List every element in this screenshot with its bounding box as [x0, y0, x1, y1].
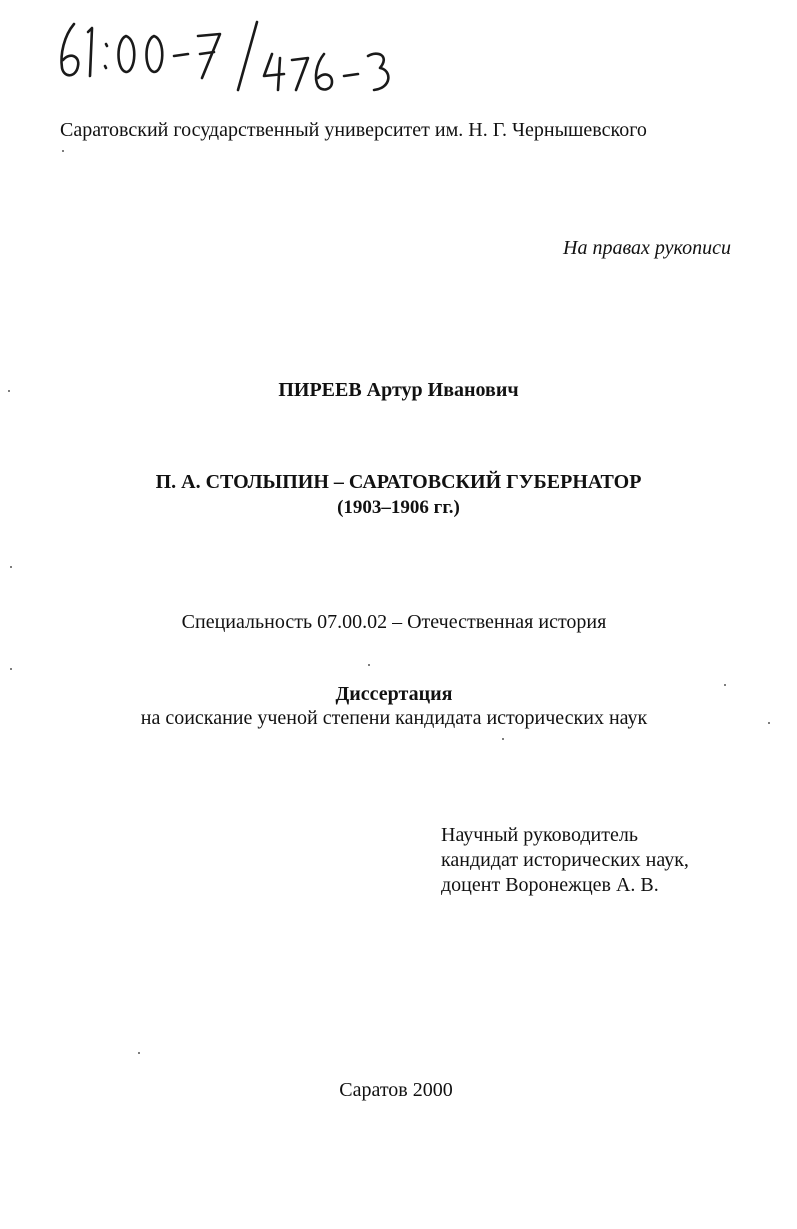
supervisor-line-2: кандидат исторических наук, — [441, 849, 689, 871]
supervisor-block — [441, 823, 689, 898]
university-name: Саратовский государственный университет им. Н. Г. Чернышевского — [60, 119, 647, 141]
specialty: Специальность 07.00.02 – Отечественная история — [181, 611, 607, 633]
handwritten-archive-code — [52, 14, 412, 94]
dissertation-heading: Диссертация — [335, 683, 453, 705]
supervisor-line-3: доцент Воронежцев А. В. — [441, 874, 659, 896]
city-year: Саратов 2000 — [339, 1079, 453, 1101]
scan-speck — [138, 1052, 140, 1054]
scan-speck — [8, 390, 10, 392]
scan-speck — [62, 150, 64, 152]
scan-speck — [10, 668, 12, 670]
scan-speck — [368, 664, 370, 666]
dissertation-title-years: (1903–1906 гг.) — [337, 497, 460, 518]
author-name: ПИРЕЕВ Артур Иванович — [278, 379, 519, 401]
dissertation-title: П. А. СТОЛЫПИН – САРАТОВСКИЙ ГУБЕРНАТОР — [155, 471, 642, 493]
rights-note: На правах рукописи — [563, 237, 731, 259]
scan-speck — [10, 566, 12, 568]
handwritten-archive-code-image — [52, 14, 412, 94]
scan-speck — [768, 722, 770, 724]
dissertation-subtitle: на соискание ученой степени кандидата исторических наук — [140, 707, 648, 729]
scan-speck — [502, 738, 504, 740]
scan-speck — [724, 684, 726, 686]
supervisor-line-1: Научный руководитель — [441, 824, 638, 846]
